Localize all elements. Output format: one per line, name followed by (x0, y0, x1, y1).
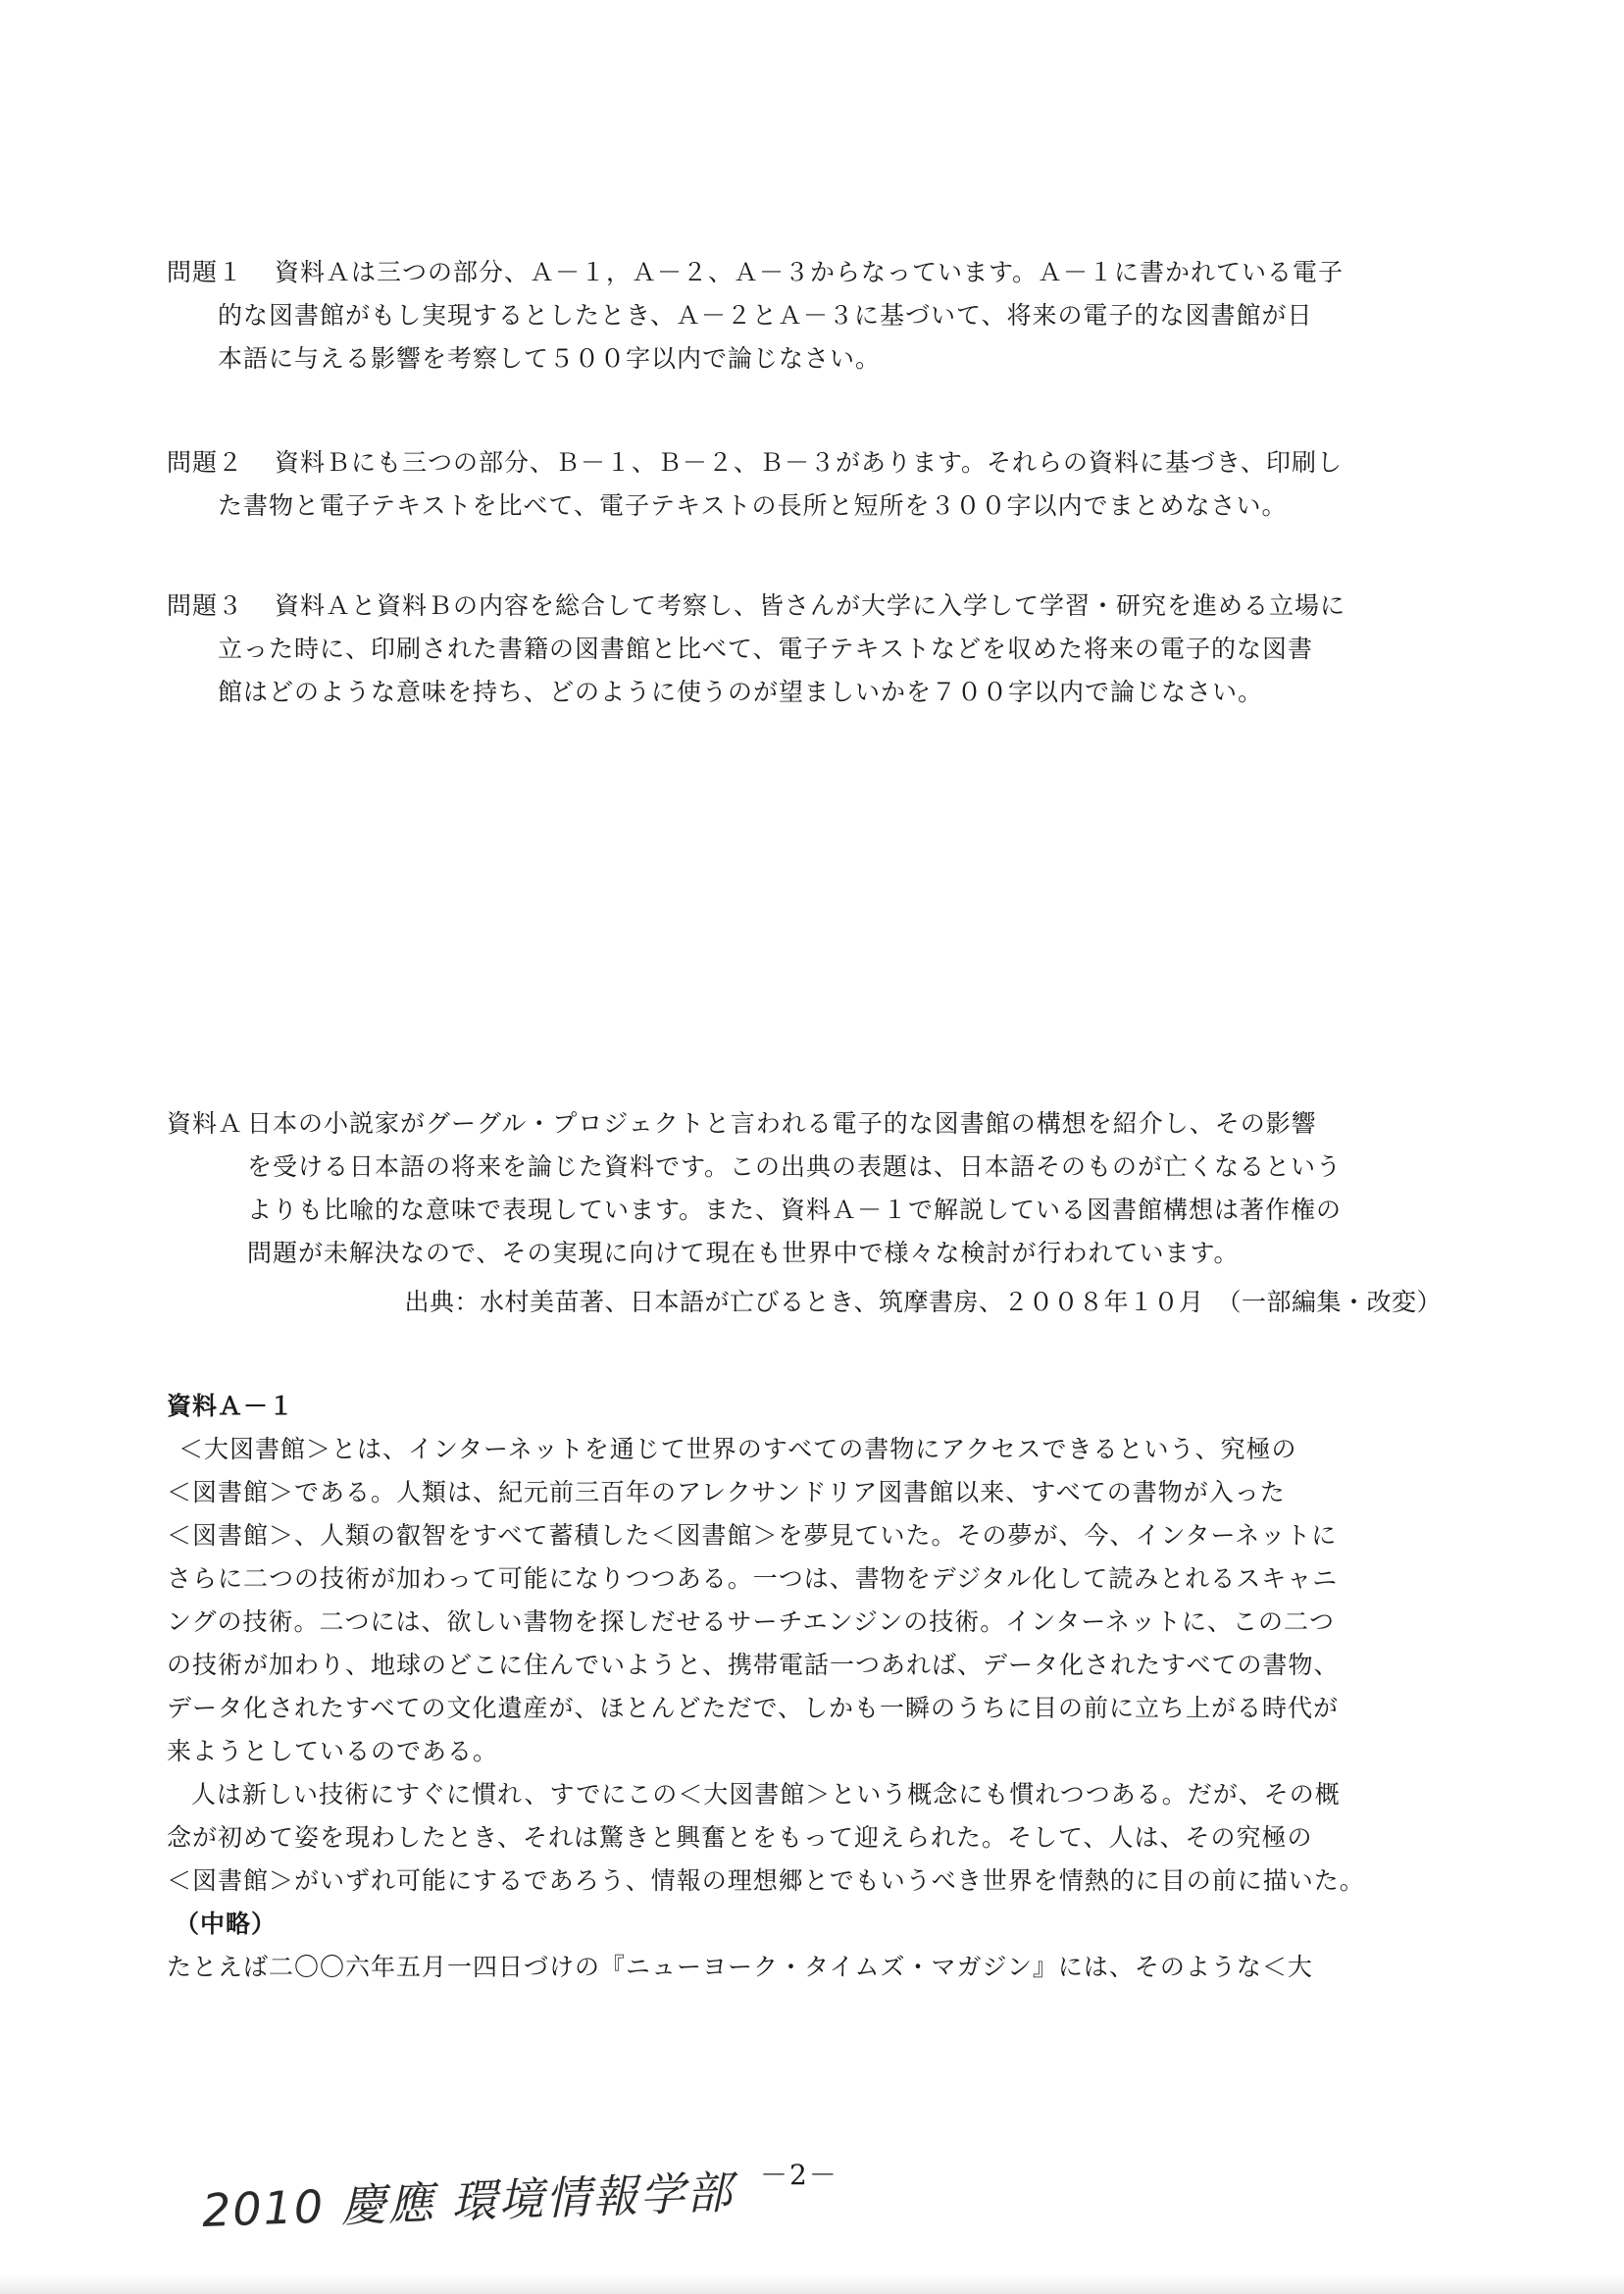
material-a1-paragraph-3 (167, 1946, 1442, 1989)
material-a1-omission: （中略） (175, 1910, 278, 1938)
material-a-source: 出典：水村美苗著、日本語が亡びるとき、筑摩書房、２００８年１０月 （一部編集・改変） (404, 1288, 1442, 1316)
material-a1-line: たとえば二〇〇六年五月一四日づけの『ニューヨーク・タイムズ・マガジン』には、そのような＜大 (167, 1953, 1313, 1981)
material-a1-line: ＜図書館＞がいずれ可能にするであろう、情報の理想郷とでもいうべき世界を情熱的に目の前に描いた。 (167, 1866, 1365, 1895)
material-a-line: 日本の小説家がグーグル・プロジェクトと言われる電子的な図書館の構想を紹介し、その影響 (247, 1109, 1317, 1138)
material-a1-paragraph-1 (167, 1428, 1442, 1773)
material-a-line: 問題が未解決なので、その実現に向けて現在も世界中で様々な検討が行われています。 (247, 1239, 1240, 1267)
material-a1-heading: 資料Ａ－１ (167, 1392, 295, 1420)
scan-edge (0, 2275, 1624, 2294)
question-3 (167, 585, 1442, 714)
material-a-line: よりも比喩的な意味で表現しています。また、資料Ａ－１で解説している図書館構想は著作権の (247, 1196, 1343, 1224)
material-a1-line: ングの技術。二つには、欲しい書物を探しだせるサーチエンジンの技術。インターネットに、この二つ (167, 1607, 1336, 1636)
question-3-line: 資料Ａと資料Ｂの内容を総合して考察し、皆さんが大学に入学して学習・研究を進める立場に (275, 591, 1346, 620)
material-a1-line: 来ようとしているのである。 (167, 1737, 499, 1765)
material-a1-line: データ化されたすべての文化遺産が、ほとんどただで、しかも一瞬のうちに目の前に立ち上がる時代が (167, 1694, 1340, 1722)
material-a1-line: 人は新しい技術にすぐに慣れ、すでにこの＜大図書館＞という概念にも慣れつつある。だが、その概 (191, 1780, 1341, 1809)
question-1 (167, 251, 1442, 381)
question-3-line: 立った時に、印刷された書籍の図書館と比べて、電子テキストなどを収めた将来の電子的な図書 (218, 635, 1314, 663)
handwritten-note: 2010 慶應 環境情報学部 (201, 2166, 736, 2237)
material-a1-line: ＜大図書館＞とは、インターネットを通じて世界のすべての書物にアクセスできるという、究極の (178, 1435, 1297, 1463)
material-a1-paragraph-2 (167, 1773, 1442, 1903)
question-1-line: 的な図書館がもし実現するとしたとき、Ａ－２とＡ－３に基づいて、将来の電子的な図書館が日 (218, 301, 1313, 330)
material-a1-line: ＜図書館＞、人類の叡智をすべて蓄積した＜図書館＞を夢見ていた。その夢が、今、インターネットに (167, 1521, 1338, 1550)
page-number: －2－ (760, 2159, 838, 2191)
material-a1-line: ＜図書館＞である。人類は、紀元前三百年のアレクサンドリア図書館以来、すべての書物が入った (167, 1478, 1286, 1506)
material-a1-line: の技術が加わり、地球のどこに住んでいようと、携帯電話一つあれば、データ化されたすべての書物、 (167, 1651, 1340, 1679)
material-a-line: を受ける日本語の将来を論じた資料です。この出典の表題は、日本語そのものが亡くなるという (247, 1152, 1343, 1181)
material-a1 (167, 1385, 1442, 1989)
question-2 (167, 441, 1442, 528)
question-1-line: 資料Ａは三つの部分、Ａ－１，Ａ－２、Ａ－３からなっています。Ａ－１に書かれている電子 (275, 258, 1345, 286)
question-3-label: 問題３ (167, 591, 244, 620)
material-a-intro (167, 1102, 1442, 1324)
question-1-label: 問題１ (167, 258, 244, 286)
material-a1-line: さらに二つの技術が加わって可能になりつつある。一つは、書物をデジタル化して読みとれるスキャニ (167, 1564, 1339, 1593)
question-3-line: 館はどのような意味を持ち、どのように使うのが望ましいかを７００字以内で論じなさい。 (218, 678, 1264, 706)
question-1-line: 本語に与える影響を考察して５００字以内で論じなさい。 (218, 344, 882, 373)
material-a1-line: 念が初めて姿を現わしたとき、それは驚きと興奮とをもって迎えられた。そして、人は、その究極の (167, 1823, 1313, 1852)
question-2-label: 問題２ (167, 448, 244, 477)
question-2-line: 資料Ｂにも三つの部分、Ｂ－１、Ｂ－２、Ｂ－３があります。それらの資料に基づき、印刷し (275, 448, 1344, 477)
material-a-label: 資料Ａ (167, 1109, 244, 1138)
question-2-line: た書物と電子テキストを比べて、電子テキストの長所と短所を３００字以内でまとめなさい。 (218, 491, 1288, 520)
